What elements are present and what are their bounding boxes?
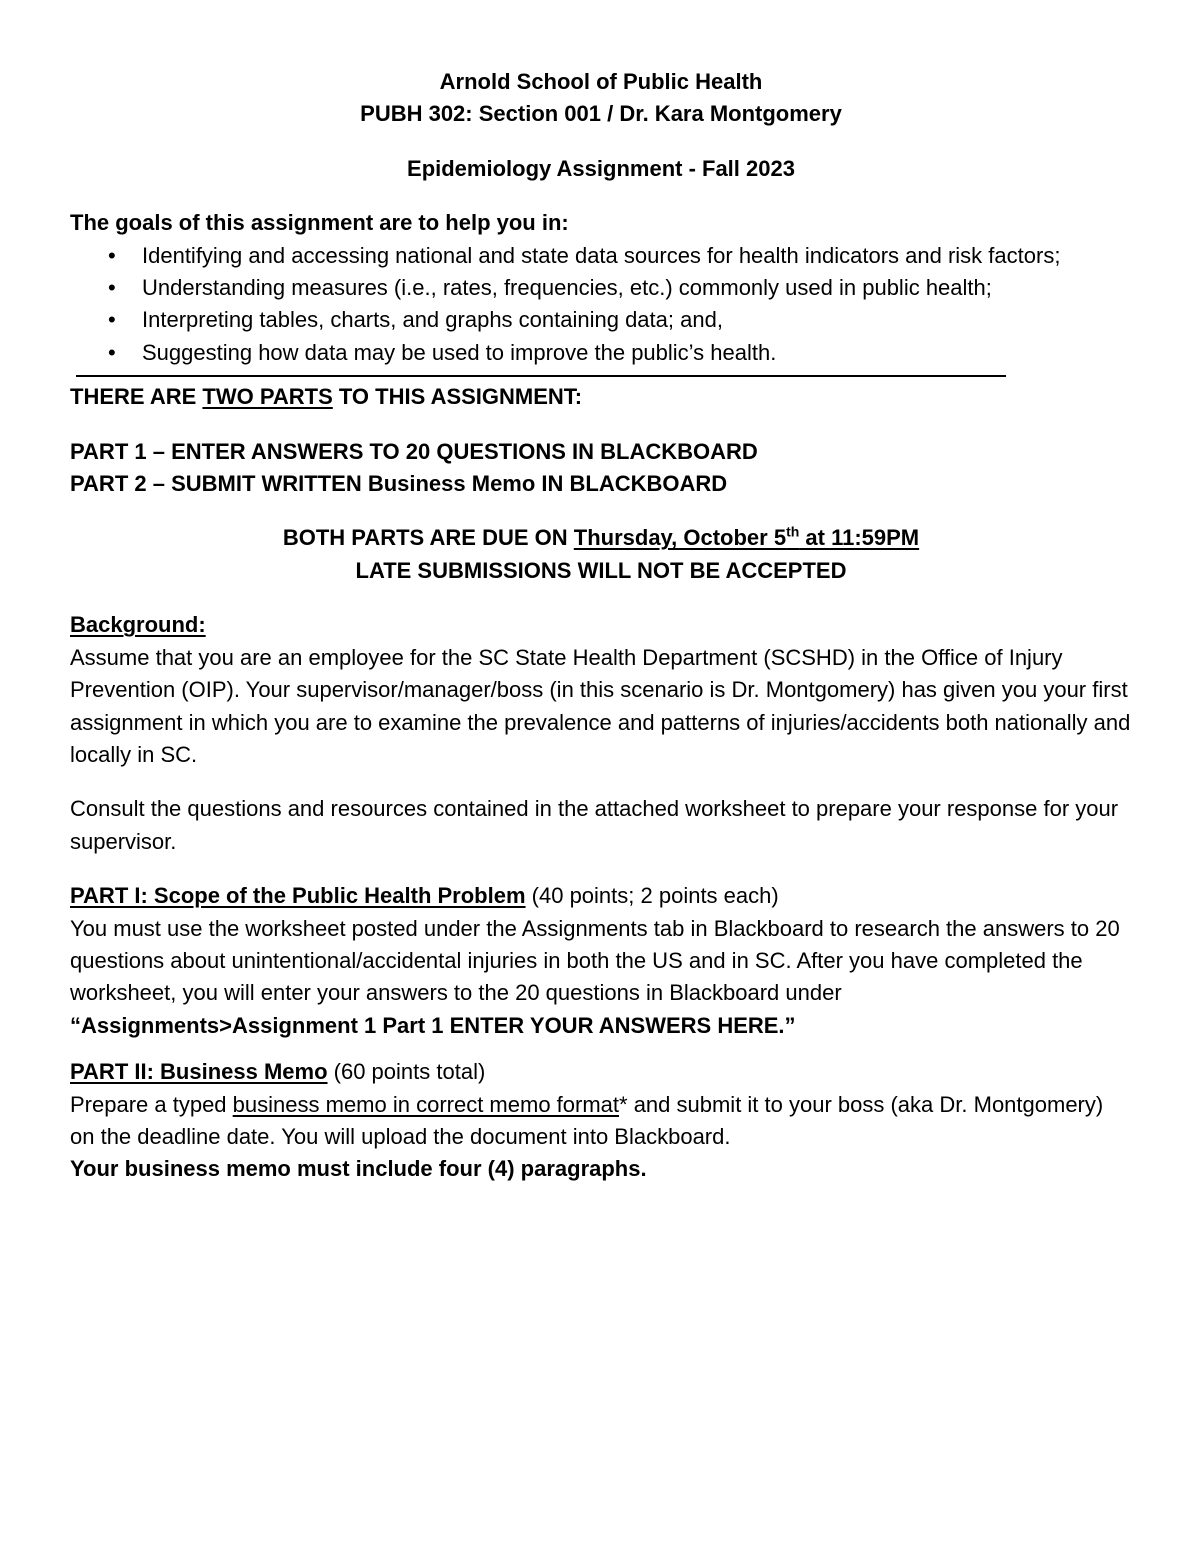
background-heading: Background:	[70, 612, 206, 638]
goal-text: Suggesting how data may be used to improve the public’s health.	[142, 339, 777, 365]
parts-intro-prefix: THERE ARE	[70, 384, 203, 410]
part-two-body-prefix: Prepare a typed	[70, 1091, 233, 1117]
spacer	[70, 771, 1132, 793]
document-page	[70, 66, 1132, 1186]
due-date-main: Thursday, October 5	[573, 525, 787, 551]
due-date-line	[70, 522, 1132, 554]
goal-item	[70, 304, 1132, 336]
due-date-time: at 11:59PM	[799, 525, 920, 551]
spacer	[70, 500, 1132, 522]
bullet-icon: •	[108, 307, 116, 333]
spacer	[70, 858, 1132, 880]
spacer	[70, 414, 1132, 436]
part-two-points: (60 points total)	[327, 1059, 486, 1085]
part-one-heading: PART I: Scope of the Public Health Problem	[70, 883, 526, 909]
part-two-section	[70, 1056, 1132, 1088]
due-date-sup: th	[786, 524, 800, 541]
goal-text: Understanding measures (i.e., rates, frequencies, etc.) commonly used in public health;	[142, 275, 992, 301]
parts-intro	[70, 381, 1132, 413]
spacer	[70, 185, 1132, 207]
goal-text: Interpreting tables, charts, and graphs containing data; and,	[142, 307, 723, 333]
part-one-points: (40 points; 2 points each)	[525, 883, 779, 909]
horizontal-divider	[76, 375, 1006, 377]
part-two-requirement: Your business memo must include four (4) paragraphs.	[70, 1156, 647, 1182]
part-one-body	[70, 913, 1132, 1043]
part-one-body-bold: “Assignments>Assignment 1 Part 1 ENTER YOUR ANSWERS HERE.”	[70, 1012, 796, 1038]
goal-item	[70, 272, 1132, 304]
parts-intro-underlined: TWO PARTS	[202, 384, 333, 410]
bullet-icon: •	[108, 242, 116, 268]
bullet-icon: •	[108, 275, 116, 301]
course-line: PUBH 302: Section 001 / Dr. Kara Montgomery	[360, 101, 842, 127]
part-two-body-suffix: * and submit it to your boss (aka Dr. Montgomery) on the deadline date. You will upload the document into Blackboard.	[70, 1091, 1104, 1149]
spacer	[70, 1042, 1132, 1056]
background-paragraph: Assume that you are an employee for the SC State Health Department (SCSHD) in the Office of Injury Prevention (OIP). Your supervisor/manager/boss (in this scenario is Dr. Montgomery) has given you your first assignment in which you are to examine the prevalence and patterns of injuries/accidents both nationally and locally in SC.	[70, 644, 1131, 767]
parts-intro-suffix: TO THIS ASSIGNMENT:	[332, 384, 583, 410]
bullet-icon: •	[108, 339, 116, 365]
part2-line: PART 2 – SUBMIT WRITTEN Business Memo IN BLACKBOARD	[70, 471, 728, 497]
goal-text: Identifying and accessing national and state data sources for health indicators and risk factors;	[142, 242, 1061, 268]
late-notice: LATE SUBMISSIONS WILL NOT BE ACCEPTED	[355, 557, 847, 583]
spacer	[70, 131, 1132, 153]
goal-item	[70, 337, 1132, 369]
part-one-section	[70, 880, 1132, 912]
part1-line: PART 1 – ENTER ANSWERS TO 20 QUESTIONS IN BLACKBOARD	[70, 438, 758, 464]
background-paragraph-2: Consult the questions and resources contained in the attached worksheet to prepare your response for your supervisor.	[70, 796, 1119, 854]
assignment-title: Epidemiology Assignment - Fall 2023	[407, 155, 795, 181]
part-two-heading: PART II: Business Memo	[70, 1059, 328, 1085]
due-prefix: BOTH PARTS ARE DUE ON	[282, 525, 574, 551]
part-two-body	[70, 1089, 1132, 1154]
due-date	[574, 525, 919, 550]
part-two-body-underlined: business memo in correct memo format	[232, 1091, 620, 1117]
goal-item	[70, 240, 1132, 272]
goals-heading: The goals of this assignment are to help you in:	[70, 210, 569, 236]
goals-list	[70, 240, 1132, 370]
school-name: Arnold School of Public Health	[439, 69, 763, 94]
part-one-body-text: You must use the worksheet posted under the Assignments tab in Blackboard to research the answers to 20 questions about unintentional/accidental injuries in both the US and in SC. After you have completed the worksheet, you will enter your answers to the 20 questions in Blackboard under	[70, 915, 1120, 1006]
spacer	[70, 587, 1132, 609]
